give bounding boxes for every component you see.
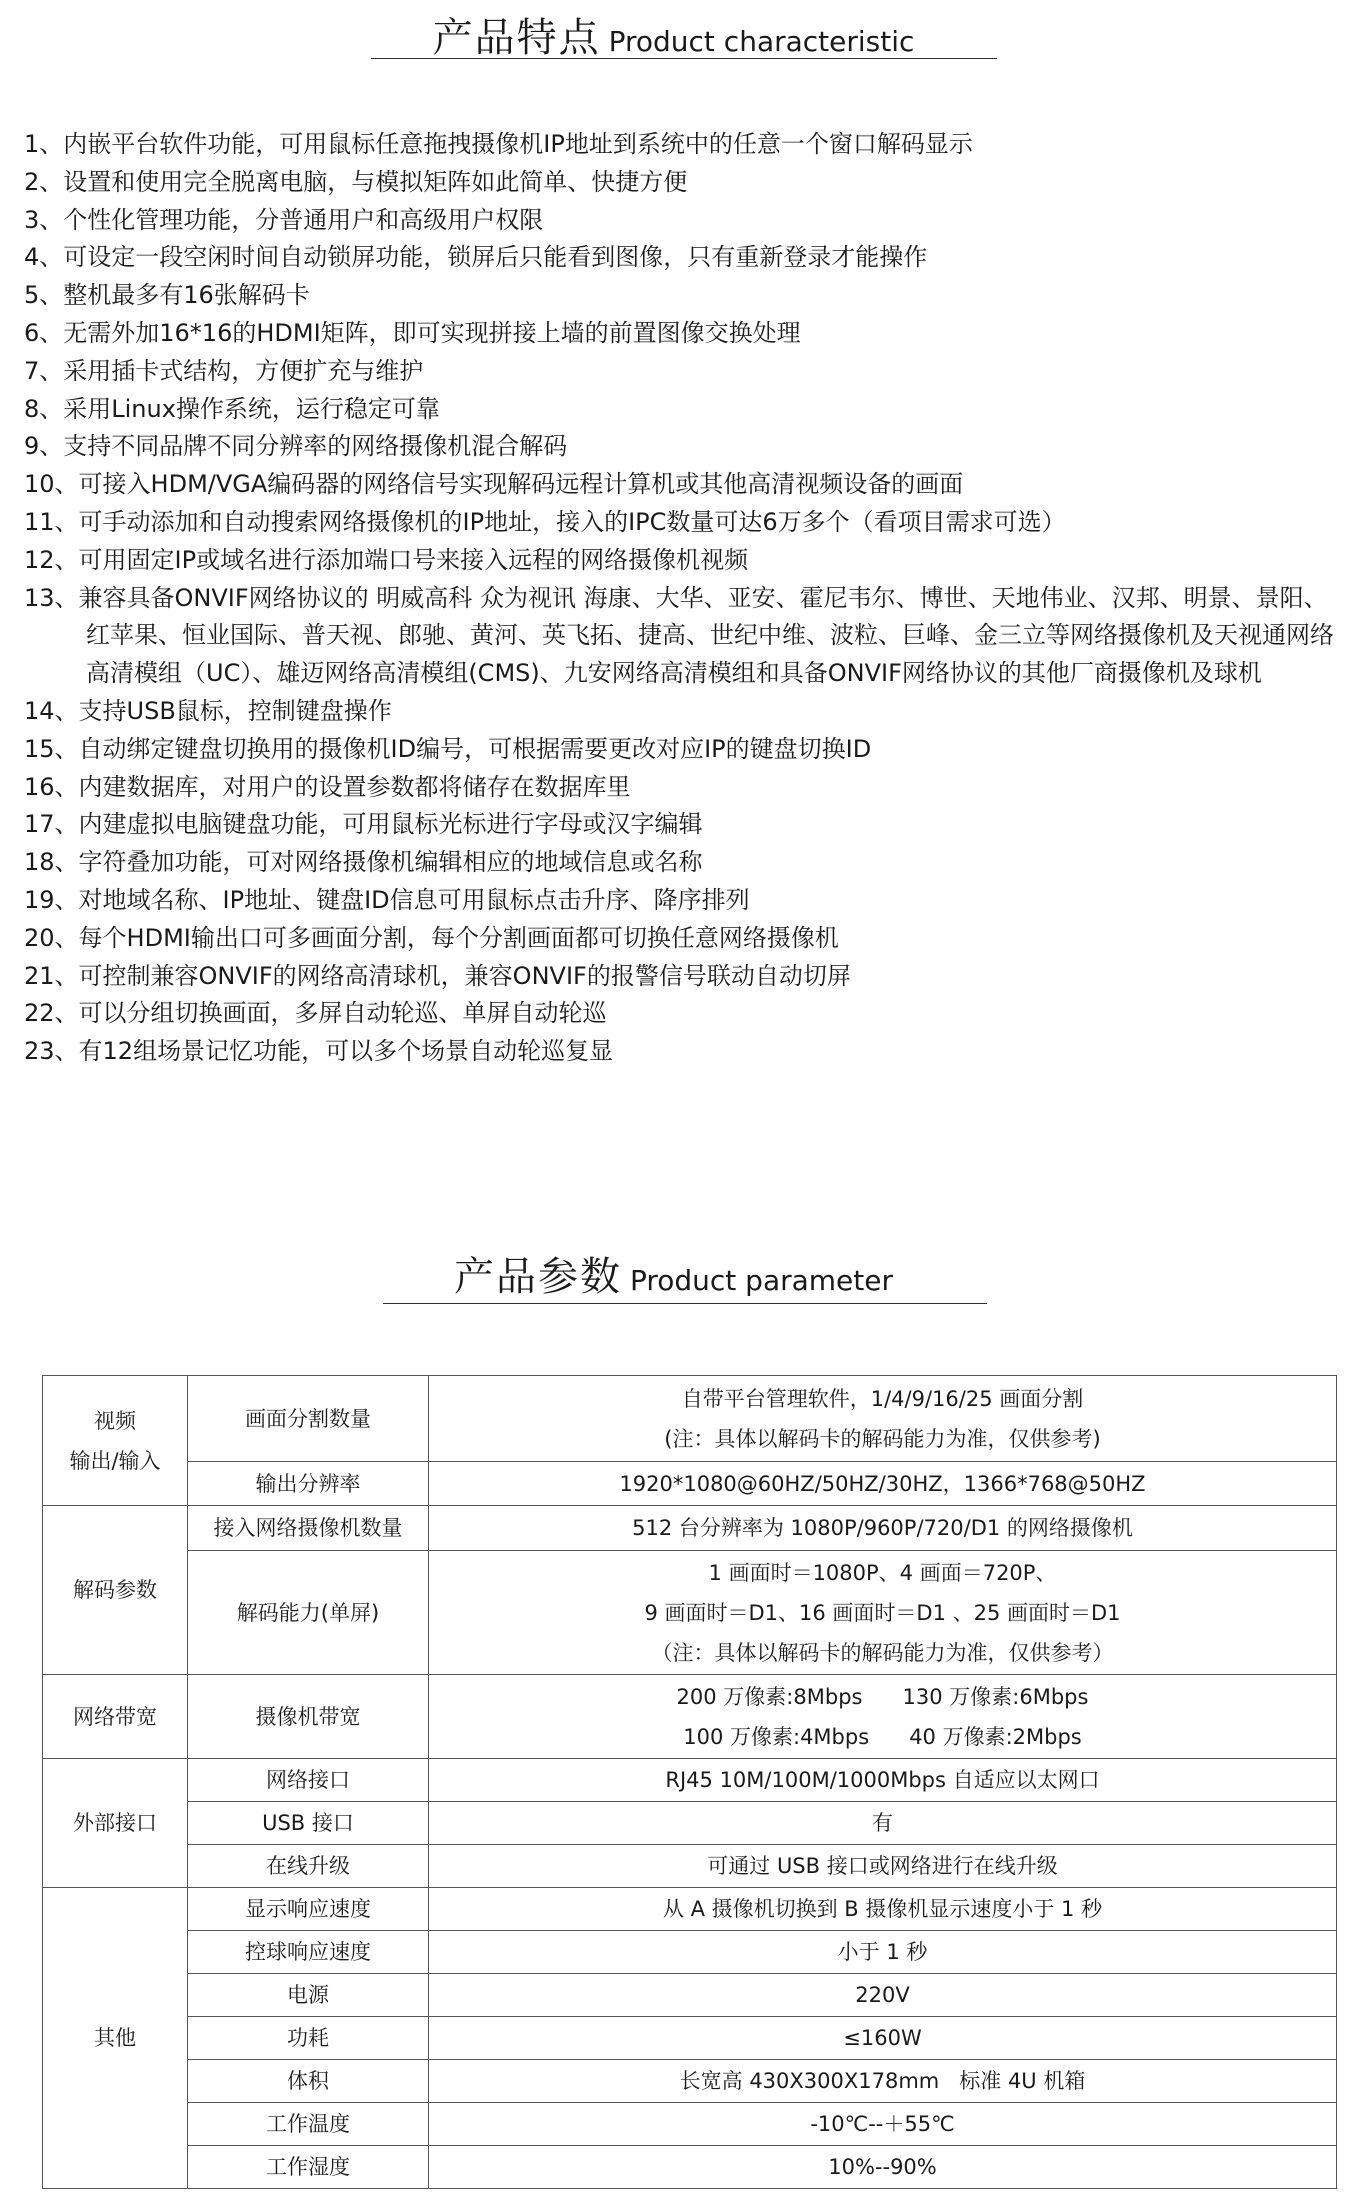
param-label: USB 接口 <box>188 1802 429 1845</box>
param-label: 在线升级 <box>188 1845 429 1888</box>
table-row <box>43 1376 1337 1462</box>
param-value: 512 台分辨率为 1080P/960P/720/D1 的网络摄像机 <box>429 1506 1337 1551</box>
group-decode: 解码参数 <box>43 1506 188 1675</box>
table-row <box>43 1845 1337 1888</box>
feature-item: 6、无需外加16*16的HDMI矩阵，即可实现拼接上墙的前置图像交换处理 <box>24 318 801 347</box>
characteristic-title-en: Product characteristic <box>608 25 915 58</box>
feature-item: 16、内建数据库，对用户的设置参数都将储存在数据库里 <box>24 772 631 801</box>
param-value: 10%--90% <box>429 2146 1337 2189</box>
feature-item: 8、采用Linux操作系统，运行稳定可靠 <box>24 394 440 423</box>
group-network: 网络带宽 <box>43 1675 188 1759</box>
characteristic-title-cn: 产品特点 <box>432 15 601 61</box>
feature-item: 13、兼容具备ONVIF网络协议的 明威高科 众为视讯 海康、大华、亚安、霍尼韦尔、博世、天地伟业、汉邦、明景、景阳、红苹果、恒业国际、普天视、郎驰、黄河、英飞拓、捷高、世纪中维、波粒、巨峰、金三立等网络摄像机及天视通网络高清模组（UC）、雄迈网络高清模组(CMS)、九安网络高清模组和具备ONVIF网络协议的其他厂商摄像机及球机 <box>24 583 1334 688</box>
feature-item: 10、可接入HDM/VGA编码器的网络信号实现解码远程计算机或其他高清视频设备的画面 <box>24 470 964 499</box>
feature-item: 14、支持USB鼠标，控制键盘操作 <box>24 696 392 725</box>
feature-item: 3、个性化管理功能，分普通用户和高级用户权限 <box>24 205 544 234</box>
feature-item: 5、整机最多有16张解码卡 <box>24 281 310 310</box>
parameter-title <box>0 1245 1347 1302</box>
feature-item: 22、可以分组切换画面，多屏自动轮巡、单屏自动轮巡 <box>24 999 607 1028</box>
param-value: 1 画面时＝1080P、4 画面＝720P、 9 画面时＝D1、16 画面时＝D1 、25 画面时＝D1 （注：具体以解码卡的解码能力为准，仅供参考） <box>429 1551 1337 1675</box>
feature-item: 18、字符叠加功能，可对网络摄像机编辑相应的地域信息或名称 <box>24 848 703 877</box>
feature-item: 23、有12组场景记忆功能，可以多个场景自动轮巡复显 <box>24 1037 614 1066</box>
table-row <box>43 2146 1337 2189</box>
param-label: 网络接口 <box>188 1759 429 1802</box>
table-row <box>43 1675 1337 1759</box>
param-value: -10℃--＋55℃ <box>429 2103 1337 2146</box>
parameter-title-en: Product parameter <box>629 1264 894 1297</box>
param-label: 电源 <box>188 1974 429 2017</box>
param-value: 自带平台管理软件，1/4/9/16/25 画面分割 (注：具体以解码卡的解码能力为准，仅供参考) <box>429 1376 1337 1462</box>
table-row <box>43 2103 1337 2146</box>
param-value: 可通过 USB 接口或网络进行在线升级 <box>429 1845 1337 1888</box>
feature-item: 21、可控制兼容ONVIF的网络高清球机，兼容ONVIF的报警信号联动自动切屏 <box>24 961 851 990</box>
table-row <box>43 2017 1337 2060</box>
param-label: 解码能力(单屏) <box>188 1551 429 1675</box>
feature-item: 11、可手动添加和自动搜索网络摄像机的IP地址，接入的IPC数量可达6万多个（看项目需求可选） <box>24 507 1066 536</box>
feature-list <box>24 126 1334 1071</box>
characteristic-title <box>0 6 1347 63</box>
feature-item: 9、支持不同品牌不同分辨率的网络摄像机混合解码 <box>24 432 568 461</box>
feature-item: 1、内嵌平台软件功能，可用鼠标任意拖拽摄像机IP地址到系统中的任意一个窗口解码显示 <box>24 130 973 158</box>
table-row <box>43 1506 1337 1551</box>
feature-item: 4、可设定一段空闲时间自动锁屏功能，锁屏后只能看到图像，只有重新登录才能操作 <box>24 243 928 272</box>
feature-item: 17、内建虚拟电脑键盘功能，可用鼠标光标进行字母或汉字编辑 <box>24 810 703 839</box>
parameter-title-underline <box>383 1303 987 1304</box>
param-value: ≤160W <box>429 2017 1337 2060</box>
param-label: 显示响应速度 <box>188 1888 429 1931</box>
table-row <box>43 1551 1337 1675</box>
table-row <box>43 1462 1337 1506</box>
param-label: 工作温度 <box>188 2103 429 2146</box>
param-value: 小于 1 秒 <box>429 1931 1337 1974</box>
param-value: 有 <box>429 1802 1337 1845</box>
param-label: 接入网络摄像机数量 <box>188 1506 429 1551</box>
param-value: 220V <box>429 1974 1337 2017</box>
param-value: RJ45 10M/100M/1000Mbps 自适应以太网口 <box>429 1759 1337 1802</box>
param-label: 画面分割数量 <box>188 1376 429 1462</box>
table-row <box>43 1888 1337 1931</box>
group-external: 外部接口 <box>43 1759 188 1888</box>
parameter-title-cn: 产品参数 <box>453 1254 622 1300</box>
param-value: 从 A 摄像机切换到 B 摄像机显示速度小于 1 秒 <box>429 1888 1337 1931</box>
group-other: 其他 <box>43 1888 188 2189</box>
feature-item: 12、可用固定IP或域名进行添加端口号来接入远程的网络摄像机视频 <box>24 545 749 574</box>
parameter-table <box>42 1375 1337 2189</box>
param-label: 工作湿度 <box>188 2146 429 2189</box>
table-row <box>43 2060 1337 2103</box>
group-video: 视频 输出/输入 <box>43 1376 188 1506</box>
param-value: 1920*1080@60HZ/50HZ/30HZ，1366*768@50HZ <box>429 1462 1337 1506</box>
table-row <box>43 1974 1337 2017</box>
param-label: 输出分辨率 <box>188 1462 429 1506</box>
param-label: 功耗 <box>188 2017 429 2060</box>
feature-item: 20、每个HDMI输出口可多画面分割，每个分割画面都可切换任意网络摄像机 <box>24 923 839 952</box>
characteristic-title-underline <box>371 58 997 59</box>
param-label: 控球响应速度 <box>188 1931 429 1974</box>
table-row <box>43 1931 1337 1974</box>
table-row <box>43 1802 1337 1845</box>
feature-item: 19、对地域名称、IP地址、键盘ID信息可用鼠标点击升序、降序排列 <box>24 885 750 914</box>
table-row <box>43 1759 1337 1802</box>
param-label: 摄像机带宽 <box>188 1675 429 1759</box>
param-value: 200 万像素:8Mbps 130 万像素:6Mbps 100 万像素:4Mbps 40 万像素:2Mbps <box>429 1675 1337 1759</box>
param-value: 长宽高 430X300X178mm 标准 4U 机箱 <box>429 2060 1337 2103</box>
feature-item: 15、自动绑定键盘切换用的摄像机ID编号，可根据需要更改对应IP的键盘切换ID <box>24 734 872 763</box>
feature-item: 2、设置和使用完全脱离电脑，与模拟矩阵如此简单、快捷方便 <box>24 167 688 196</box>
param-label: 体积 <box>188 2060 429 2103</box>
feature-item: 7、采用插卡式结构，方便扩充与维护 <box>24 356 424 385</box>
